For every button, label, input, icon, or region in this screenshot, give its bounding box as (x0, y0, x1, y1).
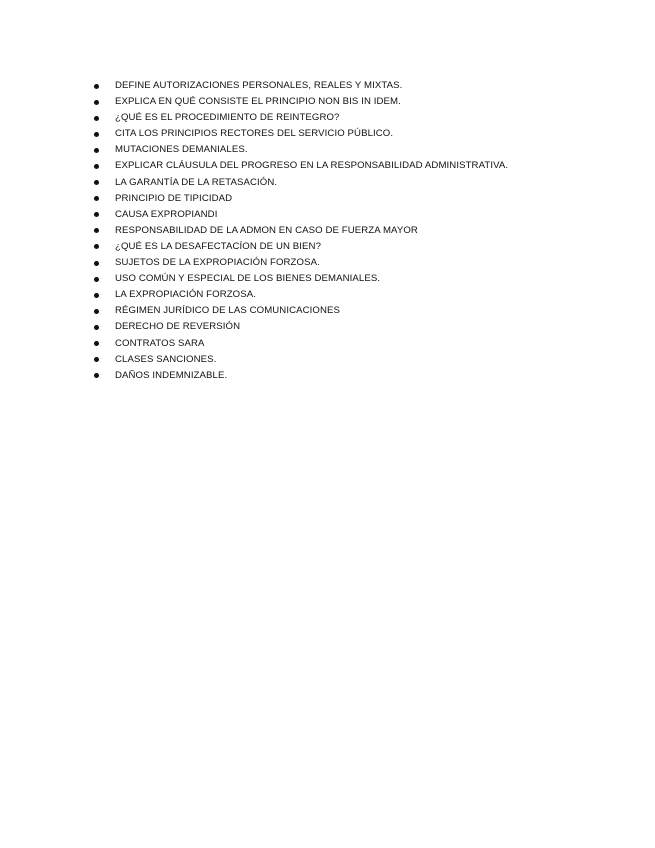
list-item (94, 319, 614, 335)
list-item-text: CONTRATOS SARA (115, 337, 205, 349)
bullet-icon (94, 132, 99, 137)
list-item (94, 191, 614, 207)
list-item (94, 239, 614, 255)
bullet-icon (94, 116, 99, 121)
bullet-icon (94, 196, 99, 201)
bullet-icon (94, 84, 99, 89)
bullet-icon (94, 180, 99, 185)
list-item (94, 255, 614, 271)
bullet-icon (94, 261, 99, 266)
list-item (94, 126, 614, 142)
list-item (94, 142, 614, 158)
bullet-icon (94, 277, 99, 282)
list-item (94, 368, 614, 384)
bullet-icon (94, 244, 99, 249)
list-item (94, 271, 614, 287)
bullet-icon (94, 325, 99, 330)
list-item-text: DAÑOS INDEMNIZABLE. (115, 369, 228, 381)
list-item-text: CITA LOS PRINCIPIOS RECTORES DEL SERVICIO PÚBLICO. (115, 128, 394, 140)
bullet-icon (94, 309, 99, 314)
list-item-text: DERECHO DE REVERSIÓN (115, 321, 241, 333)
bullet-icon (94, 228, 99, 233)
bullet-icon (94, 357, 99, 362)
list-item (94, 175, 614, 191)
list-item (94, 78, 614, 94)
list-item-text: ¿QUÉ ES LA DESAFECTACÍON DE UN BIEN? (115, 240, 321, 252)
list-item (94, 110, 614, 126)
list-item-text: MUTACIONES DEMANIALES. (115, 144, 248, 156)
bullet-icon (94, 148, 99, 153)
list-item (94, 287, 614, 303)
bullet-icon (94, 373, 99, 378)
topic-list (94, 78, 614, 384)
bullet-icon (94, 100, 99, 105)
list-item-text: ¿QUÉ ES EL PROCEDIMIENTO DE REINTEGRO? (115, 112, 340, 124)
list-item-text: PRINCIPIO DE TIPICIDAD (115, 192, 233, 204)
list-item-text: EXPLICAR CLÁUSULA DEL PROGRESO EN LA RESPONSABILIDAD ADMINISTRATIVA. (115, 160, 509, 172)
bullet-icon (94, 212, 99, 217)
list-item-text: SUJETOS DE LA EXPROPIACIÓN FORZOSA. (115, 257, 320, 269)
list-item-text: RESPONSABILIDAD DE LA ADMON EN CASO DE FUERZA MAYOR (115, 224, 418, 236)
list-item-text: CAUSA EXPROPIANDI (115, 208, 218, 220)
list-item-text: RÉGIMEN JURÍDICO DE LAS COMUNICACIONES (115, 305, 341, 317)
list-item (94, 207, 614, 223)
list-item-text: LA EXPROPIACIÓN FORZOSA. (115, 289, 257, 301)
list-item-text: USO COMÚN Y ESPECIAL DE LOS BIENES DEMANIALES. (115, 273, 381, 285)
list-item-text: EXPLICA EN QUÉ CONSISTE EL PRINCIPIO NON BIS IN IDEM. (115, 96, 401, 108)
bullet-icon (94, 164, 99, 169)
bullet-icon (94, 293, 99, 298)
bullet-icon (94, 341, 99, 346)
list-item (94, 94, 614, 110)
list-item (94, 158, 614, 174)
list-item (94, 303, 614, 319)
list-item-text: CLASES SANCIONES. (115, 353, 217, 365)
list-item (94, 223, 614, 239)
list-item (94, 336, 614, 352)
list-item-text: LA GARANTÍA DE LA RETASACIÓN. (115, 176, 278, 188)
list-item (94, 352, 614, 368)
list-item-text: DEFINE AUTORIZACIONES PERSONALES, REALES Y MIXTAS. (115, 80, 403, 91)
